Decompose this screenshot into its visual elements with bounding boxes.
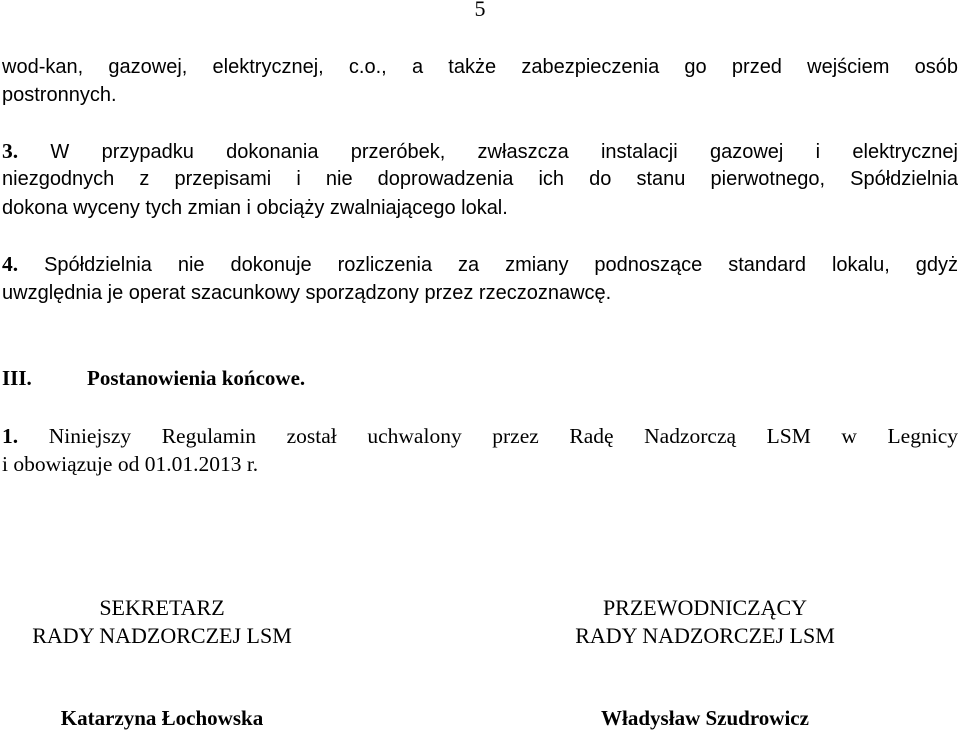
section-iii-title: Postanowienia końcowe. bbox=[87, 366, 306, 390]
section-iii-paragraph-1-line-2: i obowiązuje od 01.01.2013 r. bbox=[2, 452, 259, 476]
paragraph-4-line-1-text: Spółdzielnia nie dokonuje rozliczenia za zmiany podnoszące standard lokalu, gdyż bbox=[18, 254, 958, 276]
signature-right-body: RADY NADZORCZEJ LSM bbox=[575, 623, 835, 648]
signature-left-name: Katarzyna Łochowska bbox=[60, 706, 264, 730]
paragraph-2-line-1: wod-kan, gazowej, elektrycznej, c.o., a także zabezpieczenia go przed wejściem osób bbox=[2, 56, 958, 78]
signature-left-body: RADY NADZORCZEJ LSM bbox=[32, 623, 292, 648]
section-iii-number: III. bbox=[2, 366, 32, 390]
paragraph-3-line-3: dokona wyceny tych zmian i obciąży zwalniającego lokal. bbox=[2, 197, 508, 219]
paragraph-4-line-1 bbox=[2, 251, 958, 278]
signature-right-role: PRZEWODNICZĄCY bbox=[602, 595, 808, 620]
paragraph-2-line-2: postronnych. bbox=[2, 84, 117, 106]
paragraph-3-line-1 bbox=[2, 138, 958, 165]
paragraph-3-number: 3. bbox=[2, 139, 19, 163]
section-iii-paragraph-1-line-1 bbox=[2, 423, 958, 449]
paragraph-3-line-2: niezgodnych z przepisami i nie doprowadzenia ich do stanu pierwotnego, Spółdzielnia bbox=[2, 168, 958, 190]
section-iii-paragraph-1-number: 1. bbox=[2, 424, 19, 448]
page-number: 5 bbox=[474, 0, 486, 21]
paragraph-4-number: 4. bbox=[2, 252, 19, 276]
signature-left-role: SEKRETARZ bbox=[99, 595, 225, 620]
signature-right-name: Władysław Szudrowicz bbox=[601, 706, 809, 730]
paragraph-4-line-2: uwzględnia je operat szacunkowy sporządzony przez rzeczoznawcę. bbox=[2, 282, 612, 304]
paragraph-3-line-1-text: W przypadku dokonania przeróbek, zwłaszcza instalacji gazowej i elektrycznej bbox=[18, 141, 958, 163]
section-iii-paragraph-1-line-1-text: Niniejszy Regulamin został uchwalony przez Radę Nadzorczą LSM w Legnicy bbox=[18, 424, 958, 448]
